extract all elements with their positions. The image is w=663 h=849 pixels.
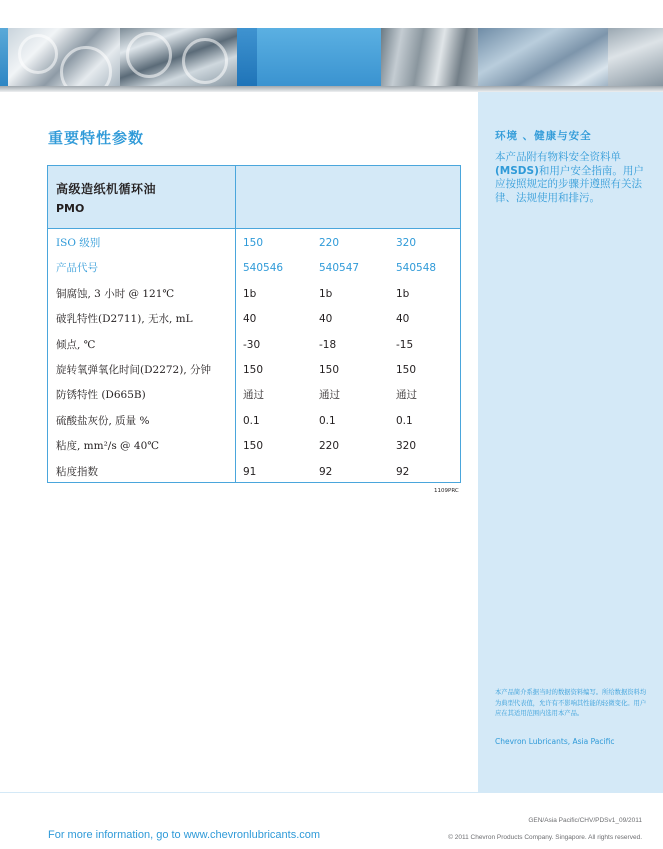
row-value-2: 0.1 xyxy=(319,414,336,427)
row-value-2: 540547 xyxy=(319,262,360,275)
row-value-3: 0.1 xyxy=(396,414,413,427)
row-value-3: 1b xyxy=(396,287,410,300)
sidebar-disclaimer: 本产品简介系据当时的数据资料编写。所给数据资料均为典型代表值，允许有不影响其性能的轻微变化。用户应在其适用范围内选用本产品。 xyxy=(495,689,647,717)
footer-divider xyxy=(0,792,663,793)
table-row xyxy=(48,363,460,388)
row-label: 硫酸盐灰份, 质量 % xyxy=(56,414,150,427)
copyright-text: © 2011 Chevron Products Company. Singapore. All rights reserved. xyxy=(448,834,642,841)
row-value-2: 通过 xyxy=(319,389,340,402)
row-value-1: 通过 xyxy=(243,389,264,402)
table-row xyxy=(48,287,460,312)
table-row xyxy=(48,261,460,286)
row-value-3: 通过 xyxy=(396,389,417,402)
row-label: 铜腐蚀, 3 小时 @ 121℃ xyxy=(56,287,175,300)
banner-blue-strip-2 xyxy=(237,28,257,86)
table-code: 1109PRC xyxy=(434,488,459,494)
table-row xyxy=(48,388,460,413)
table-row xyxy=(48,414,460,439)
sidebar-text-msds: (MSDS) xyxy=(495,164,539,177)
row-value-3: -15 xyxy=(396,338,414,351)
row-value-2: -18 xyxy=(319,338,337,351)
row-value-3: 92 xyxy=(396,465,410,478)
row-value-2: 40 xyxy=(319,313,333,326)
header-banner xyxy=(0,28,663,86)
row-label: 产品代号 xyxy=(56,262,98,275)
row-value-2: 220 xyxy=(319,440,340,453)
banner-blue-strip xyxy=(0,28,8,86)
row-value-3: 150 xyxy=(396,364,417,376)
properties-table xyxy=(47,165,461,483)
more-info-link[interactable]: For more information, go to www.chevronlubricants.com xyxy=(48,829,321,841)
table-row xyxy=(48,465,460,490)
product-name: 高级造纸机循环油 xyxy=(56,182,157,196)
sidebar-safety-text xyxy=(495,151,650,205)
banner-bearing-image-2 xyxy=(120,28,237,86)
row-value-2: 92 xyxy=(319,465,333,478)
row-value-1: 150 xyxy=(243,364,264,376)
row-value-1: 150 xyxy=(243,237,264,249)
row-label: 粘度指数 xyxy=(56,465,98,478)
row-value-3: 540548 xyxy=(396,262,437,275)
row-value-1: 150 xyxy=(243,440,264,453)
row-label: 破乳特性(D2711), 无水, mL xyxy=(56,313,193,326)
row-value-1: -30 xyxy=(243,338,261,351)
row-value-1: 540546 xyxy=(243,262,284,275)
table-row xyxy=(48,439,460,464)
row-value-3: 40 xyxy=(396,313,410,326)
sidebar xyxy=(478,92,663,792)
product-code: PMO xyxy=(56,202,85,215)
row-value-1: 91 xyxy=(243,465,257,478)
banner-blue-panel xyxy=(257,28,381,86)
banner-machinery-image-2 xyxy=(608,28,663,86)
sidebar-text-pre: 本产品附有物料安全资料单 xyxy=(495,151,621,163)
row-label: 倾点, ℃ xyxy=(56,338,96,351)
row-label: 防锈特性 (D665B) xyxy=(56,389,146,402)
row-value-1: 1b xyxy=(243,287,257,300)
row-label: 粘度, mm²/s @ 40℃ xyxy=(56,440,160,453)
table-row xyxy=(48,338,460,363)
table-header xyxy=(48,166,460,229)
row-value-1: 40 xyxy=(243,313,257,326)
sidebar-title: 环境 、健康与安全 xyxy=(495,130,592,142)
page-heading: 重要特性参数 xyxy=(48,129,145,147)
row-value-3: 320 xyxy=(396,440,417,453)
row-value-3: 320 xyxy=(396,237,417,249)
sidebar-company: Chevron Lubricants, Asia Pacific xyxy=(495,737,615,746)
header-divider xyxy=(235,166,236,228)
document-code: GEN/Asia Pacific/CHV/PDSv1_09/2011 xyxy=(528,817,642,824)
row-value-2: 1b xyxy=(319,287,333,300)
table-row xyxy=(48,236,460,261)
banner-bearing-image xyxy=(8,28,120,86)
banner-hands-image xyxy=(478,28,608,86)
sidebar-text-post: 和用户安全指南。用户应按照规定的步骤并遵照有关法律、法规使用和排污。 xyxy=(495,164,644,204)
row-label: 旋转氧弹氧化时间(D2272), 分钟 xyxy=(56,364,212,376)
row-value-1: 0.1 xyxy=(243,414,260,427)
row-value-2: 220 xyxy=(319,237,340,249)
row-label: ISO 级别 xyxy=(56,237,101,249)
table-row xyxy=(48,312,460,337)
row-value-2: 150 xyxy=(319,364,340,376)
banner-machinery-image xyxy=(381,28,478,86)
